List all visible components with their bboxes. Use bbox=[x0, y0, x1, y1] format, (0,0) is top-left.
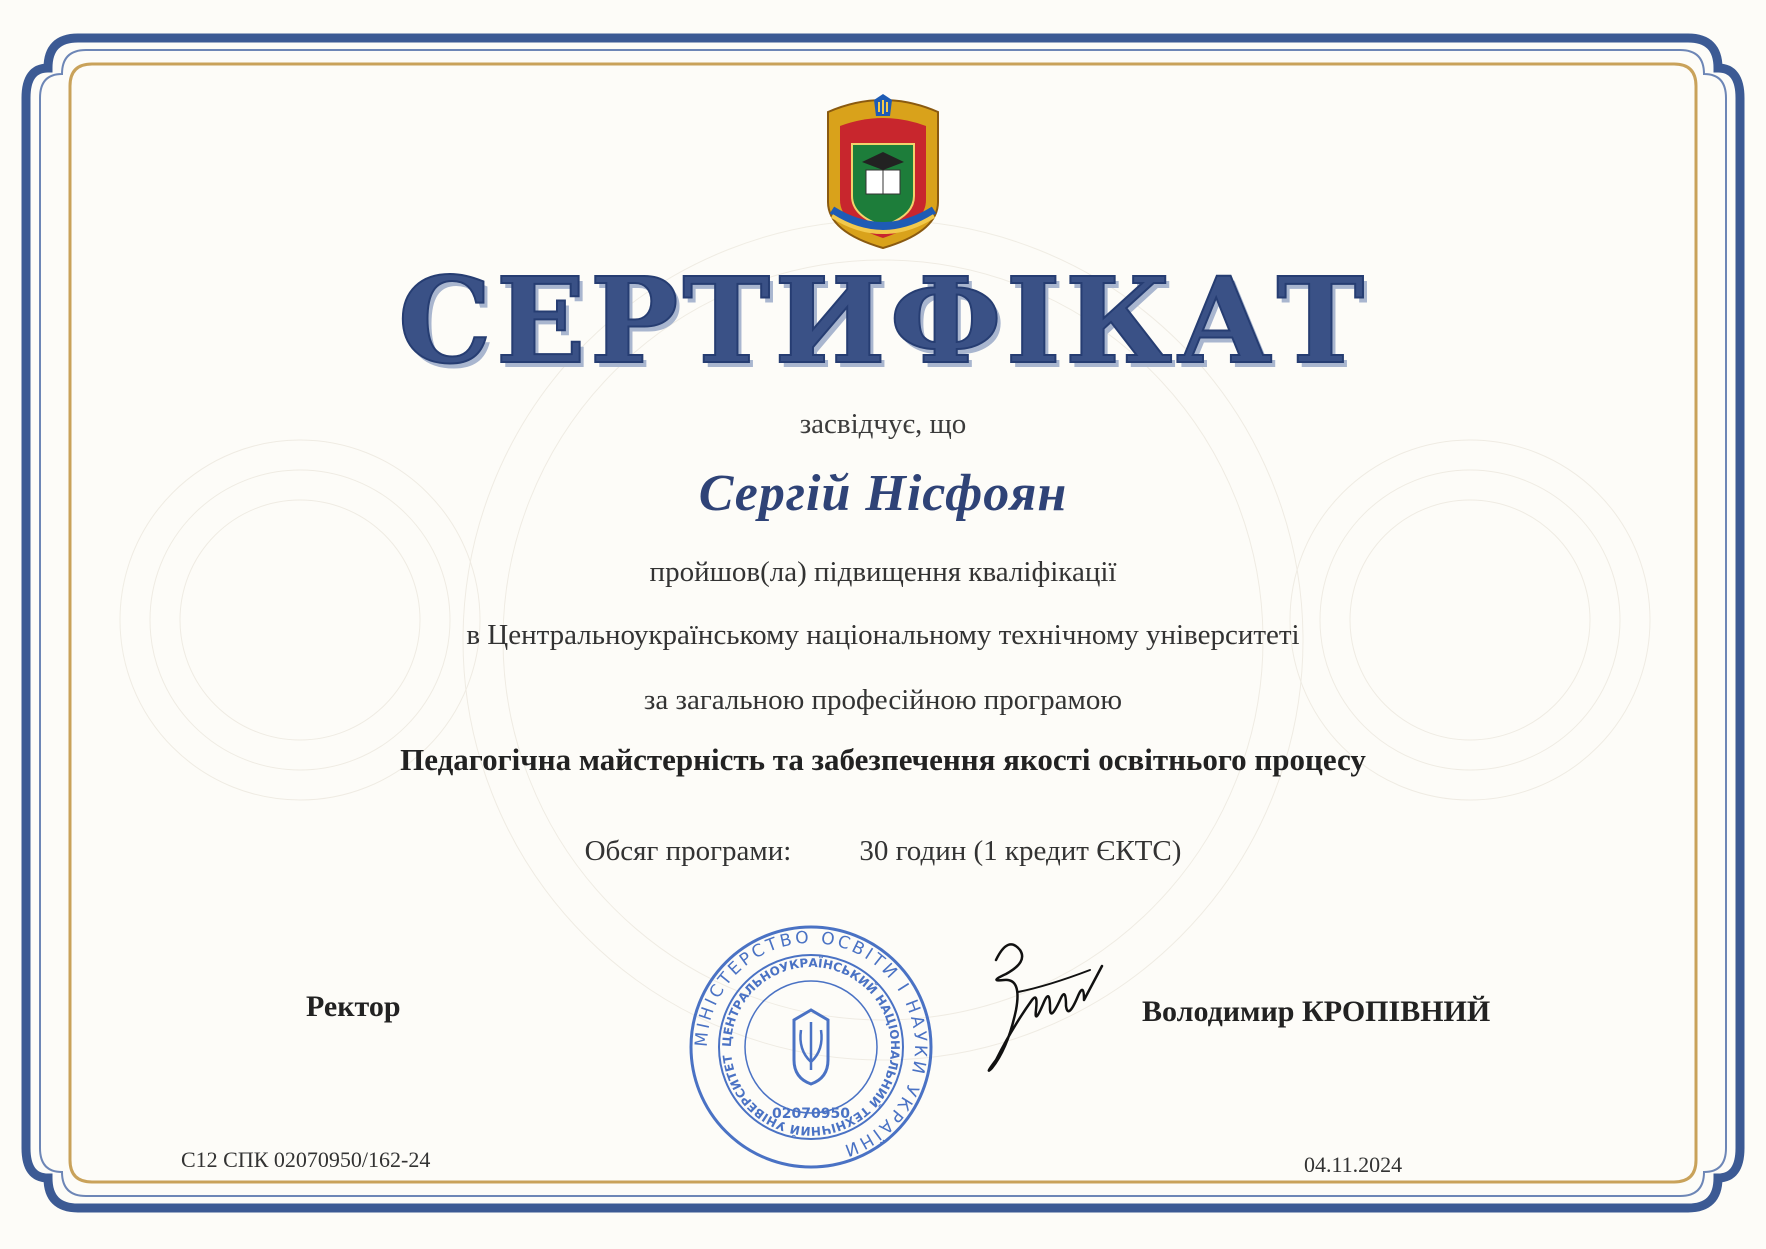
program-intro-text: за загальною професійною програмою bbox=[643, 684, 1123, 716]
certificate-number: С12 СПК 02070950/162-24 bbox=[181, 1147, 431, 1172]
volume-value: 30 годин (1 кредит ЄКТС) bbox=[859, 835, 1182, 867]
seal-inner-text: ЦЕНТРАЛЬНОУКРАЇНСЬКИЙ НАЦІОНАЛЬНИЙ ТЕХНІЧНИЙ УНІВЕРСИТЕТ bbox=[719, 955, 903, 1139]
volume-label: Обсяг програми: bbox=[584, 835, 792, 867]
program-name: Педагогічна майстерність та забезпечення якості освітнього процесу bbox=[400, 742, 1366, 777]
official-seal-icon bbox=[686, 922, 936, 1172]
recipient-name: Сергій Нісфоян bbox=[698, 465, 1068, 522]
handwritten-signature-icon bbox=[978, 930, 1108, 1080]
seal-code: 02070950 bbox=[772, 1106, 850, 1122]
university-text: в Центральноукраїнському національному технічному університеті bbox=[466, 619, 1300, 651]
rector-label: Ректор bbox=[306, 990, 401, 1023]
certificate-date: 04.11.2024 bbox=[1304, 1152, 1403, 1177]
certificate-title: СЕРТИФІКАТ bbox=[397, 251, 1369, 390]
university-coat-of-arms-icon bbox=[818, 92, 948, 252]
program-volume bbox=[0, 835, 1766, 868]
qualification-text: пройшов(ла) підвищення кваліфікації bbox=[649, 556, 1117, 588]
seal-outer-text: МІНІСТЕРСТВО ОСВІТИ І НАУКИ УКРАЇНИ bbox=[691, 927, 931, 1161]
rector-name: Володимир КРОПІВНИЙ bbox=[1142, 995, 1491, 1028]
intro-text: засвідчує, що bbox=[799, 408, 967, 440]
